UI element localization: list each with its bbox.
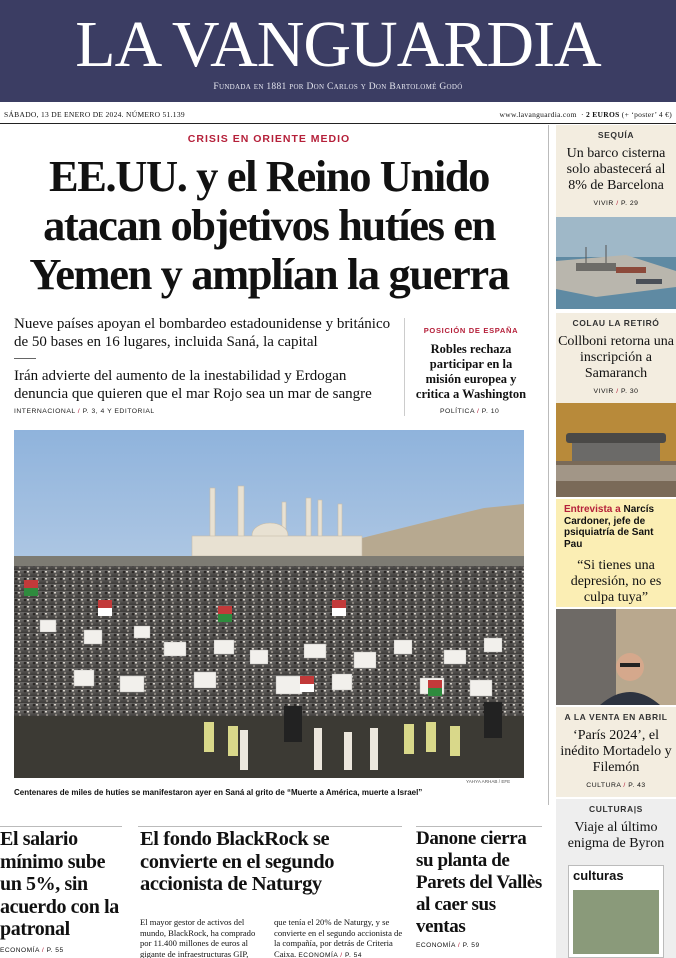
box1-kicker: SEQUÍA (597, 130, 635, 140)
story2-headline: El fondo BlackRock se convierte en el segundo accionista de Naturgy (140, 828, 335, 895)
box1-ref: VIVIR / P. 29 (593, 200, 639, 207)
magazine-painting (573, 890, 659, 954)
box1-text: Un barco cisterna solo abastecerá al 8% de Barcelona (566, 146, 666, 193)
portrait-photo[interactable] (556, 609, 676, 705)
bottom-story-salario[interactable] (0, 828, 128, 954)
photo-caption: Centenares de miles de hutíes se manifestaron ayer en Saná al grito de “Muerte a América, muerte a Israel” (14, 788, 423, 797)
box4-section: CULTURA (586, 782, 622, 789)
photo-credit: YAHYA ARHAB / EFE (466, 779, 511, 784)
story2-ref: ECONOMÍA / P. 54 (298, 951, 362, 958)
column-divider (548, 125, 549, 805)
deck-divider (14, 358, 36, 359)
box4-kicker: A LA VENTA EN ABRIL (564, 712, 668, 722)
website-link[interactable]: www.lavanguardia.com (499, 110, 577, 119)
sidebar-divider (404, 318, 405, 416)
lead-photo[interactable] (14, 430, 524, 778)
box1-page: P. 29 (620, 200, 639, 207)
inscription-illustration (556, 403, 676, 497)
story1-ref: ECONOMÍA / P. 55 (0, 946, 64, 954)
lead-headline[interactable]: EE.UU. y el Reino Unido atacan objetivos hutíes en Yemen y amplían la guerra (29, 151, 509, 299)
bottom-story-danone[interactable] (416, 828, 546, 949)
right-box-mortadelo[interactable] (556, 707, 676, 797)
box2-page: P. 30 (620, 388, 639, 395)
story2-body-left: El mayor gestor de activos del mundo, BlackRock, ha comprado por 11.400 millones de euros al gigante de infraestructuras GIP, (140, 917, 256, 958)
bottom-rule-2 (138, 826, 402, 827)
lead-deck-2: Irán advierte del aumento de la inestabilidad y Erdogan denuncia que quieren que el mar Rojo sea un mar de sangre (14, 368, 372, 402)
issue-date: SÁBADO, 13 DE ENERO DE 2024. NÚMERO 51.139 (4, 110, 185, 119)
dateline-right: www.lavanguardia.com · 2 EUROS (+ ‘poster’ 4 €) (499, 110, 672, 119)
crowd-photo-illustration (14, 430, 524, 778)
lead-pages: P. 3, 4 Y EDITORIAL (82, 408, 155, 415)
lead-deck-1: Nueve países apoyan el bombardeo estadounidense y británico de 50 bases en 16 lugares, incluida Saná, la capital (14, 316, 391, 350)
sidebar-story[interactable] (412, 326, 530, 402)
story3-page: P. 59 (462, 942, 480, 949)
magazine-title: culturas (573, 868, 624, 883)
story3-section: ECONOMÍA (416, 942, 456, 949)
sidebar-page-ref[interactable]: POLÍTICA / P. 10 (440, 408, 500, 415)
top-rule (0, 123, 676, 124)
culturas-magazine-cover (568, 865, 664, 958)
story2-section: ECONOMÍA (298, 951, 338, 958)
box1-section: VIVIR (593, 200, 614, 207)
port-photo[interactable] (556, 217, 676, 309)
box2-kicker: COLAU LA RETIRÓ (572, 318, 660, 328)
masthead (0, 0, 676, 102)
sidebar-page: P. 10 (481, 408, 500, 415)
box4-text: ‘París 2024’, el inédito Mortadelo y Filemón (560, 728, 672, 775)
box5-text: Viaje al último enigma de Byron (567, 820, 665, 851)
dateline (4, 108, 672, 122)
portrait-illustration (556, 609, 676, 705)
port-illustration (556, 217, 676, 309)
box2-section: VIVIR (593, 388, 614, 395)
founded-line: Fundada en 1881 por Don Carlos y Don Bartolomé Godó (213, 82, 463, 92)
sidebar-section: POLÍTICA (440, 408, 475, 415)
box4-page: P. 43 (628, 782, 646, 789)
right-box-interview[interactable] (556, 499, 676, 607)
bottom-rule-1 (0, 826, 122, 827)
box3-label-text: Narcís Cardoner, jefe de psiquiatría de Sant Pau (564, 504, 655, 550)
price: 2 EUROS (586, 110, 620, 119)
story3-ref: ECONOMÍA / P. 59 (416, 942, 480, 949)
bottom-story-blackrock[interactable] (140, 828, 405, 958)
story2-body-right-text: que tenía el 20% de Naturgy, y se convierte en el segundo accionista de la compañía, por detrás de Criteria Caixa. (274, 917, 403, 958)
box3-label (556, 504, 676, 550)
story2-page: P. 54 (344, 951, 362, 958)
box3-label-red: Entrevista a (564, 504, 621, 515)
story2-body-right (274, 917, 405, 958)
lead-page-ref[interactable]: INTERNACIONAL / P. 3, 4 Y EDITORIAL (14, 408, 155, 415)
story1-section: ECONOMÍA (0, 946, 40, 954)
inscription-photo[interactable] (556, 403, 676, 497)
sidebar-text: Robles rechaza participar en la misión europea y critica a Washington (415, 342, 527, 401)
price-extra: (+ ‘poster’ 4 €) (621, 110, 672, 119)
box2-ref: VIVIR / P. 30 (593, 388, 639, 395)
box3-quote: “Si tienes una depresión, no es culpa tuya” (570, 558, 662, 605)
box4-ref: CULTURA / P. 43 (586, 782, 646, 789)
newspaper-logo: LA VANGUARDIA (75, 8, 601, 81)
story1-headline: El salario mínimo sube un 5%, sin acuerdo con la patronal (0, 828, 119, 940)
right-box-culturas[interactable] (556, 799, 676, 958)
right-box-colau[interactable] (556, 313, 676, 403)
box2-text: Collboni retorna una inscripción a Samaranch (558, 334, 674, 381)
story3-headline: Danone cierra su planta de Parets del Vallès al caer sus ventas (416, 828, 542, 937)
sidebar-kicker: POSICIÓN DE ESPAÑA (423, 326, 519, 335)
right-box-sequia[interactable] (556, 125, 676, 217)
lead-kicker: CRISIS EN ORIENTE MEDIO (187, 133, 351, 145)
lead-section: INTERNACIONAL (14, 408, 76, 415)
story1-page: P. 55 (46, 946, 64, 954)
box5-kicker: CULTURA|S (589, 804, 643, 814)
bottom-rule-3 (416, 826, 542, 827)
